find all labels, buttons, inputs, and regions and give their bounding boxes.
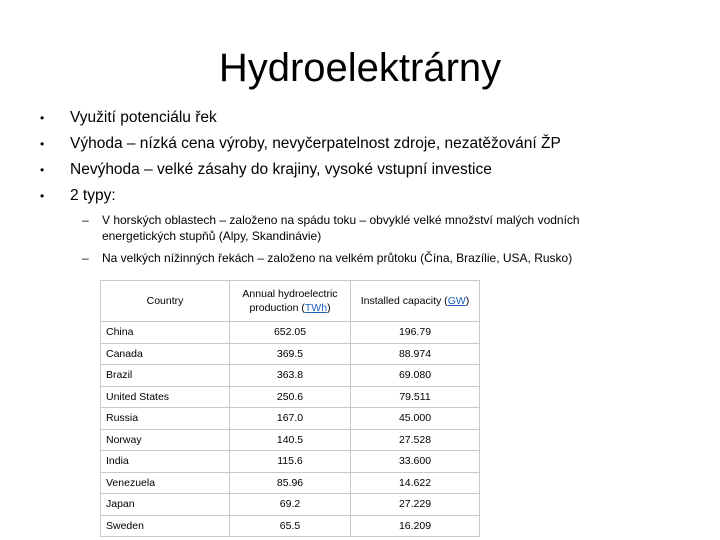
bullet-list: [40, 108, 700, 212]
sub-bullet-list: [82, 212, 702, 272]
bullet-dot-icon: •: [40, 137, 45, 151]
bullet-text: Nevýhoda – velké zásahy do krajiny, vysoké vstupní investice: [70, 161, 492, 178]
cell-country: Norway: [101, 429, 230, 451]
gw-link[interactable]: GW: [447, 295, 466, 307]
sub-bullet-text: V horských oblastech – založeno na spádu toku – obvyklé velké množství malých vodních energetických stupňů (Alpy, Skandinávie): [102, 213, 580, 243]
table-row: [101, 386, 480, 408]
table-row: [101, 322, 480, 344]
cell-country: China: [101, 322, 230, 344]
cell-capacity: 45.000: [351, 408, 480, 430]
cell-capacity: 69.080: [351, 365, 480, 387]
cell-production: 369.5: [230, 343, 351, 365]
col-header-country: Country: [101, 281, 230, 322]
cell-country: Japan: [101, 494, 230, 516]
bullet-item: [40, 108, 700, 134]
sub-bullet-text: Na velkých nížinných řekách – založeno na velkém průtoku (Čína, Brazílie, USA, Rusko): [102, 251, 573, 265]
cell-capacity: 88.974: [351, 343, 480, 365]
cell-production: 167.0: [230, 408, 351, 430]
cell-production: 250.6: [230, 386, 351, 408]
table-row: [101, 494, 480, 516]
capacity-header-suffix: ): [465, 295, 470, 307]
sub-bullet-item: [82, 212, 702, 246]
bullet-item: [40, 134, 700, 160]
bullet-item: [40, 160, 700, 186]
table-row: [101, 408, 480, 430]
bullet-item: [40, 186, 700, 212]
cell-country: Sweden: [101, 515, 230, 537]
cell-capacity: 79.511: [351, 386, 480, 408]
twh-link[interactable]: TWh: [304, 302, 328, 314]
sub-bullet-dash-icon: –: [82, 251, 89, 265]
col-header-production: [230, 281, 351, 322]
hydro-table: [100, 280, 480, 537]
cell-capacity: 27.528: [351, 429, 480, 451]
sub-bullet-item: [82, 250, 702, 268]
bullet-dot-icon: •: [40, 111, 45, 125]
cell-production: 140.5: [230, 429, 351, 451]
cell-production: 363.8: [230, 365, 351, 387]
cell-capacity: 27.229: [351, 494, 480, 516]
table-row: [101, 472, 480, 494]
cell-capacity: 196.79: [351, 322, 480, 344]
cell-production: 115.6: [230, 451, 351, 473]
cell-country: United States: [101, 386, 230, 408]
table-row: [101, 515, 480, 537]
production-header-suffix: ): [327, 302, 331, 314]
slide-title: Hydroelektrárny: [218, 46, 502, 90]
table-row: [101, 451, 480, 473]
cell-production: 69.2: [230, 494, 351, 516]
cell-production: 85.96: [230, 472, 351, 494]
cell-country: Russia: [101, 408, 230, 430]
table-row: [101, 429, 480, 451]
cell-country: Canada: [101, 343, 230, 365]
cell-capacity: 33.600: [351, 451, 480, 473]
production-header-prefix: Annual hydroelectric production (: [242, 288, 338, 314]
bullet-text: 2 typy:: [70, 187, 116, 204]
cell-production: 652.05: [230, 322, 351, 344]
cell-country: Venezuela: [101, 472, 230, 494]
cell-capacity: 16.209: [351, 515, 480, 537]
table-row: [101, 343, 480, 365]
table-row: [101, 365, 480, 387]
cell-capacity: 14.622: [351, 472, 480, 494]
cell-country: India: [101, 451, 230, 473]
bullet-dot-icon: •: [40, 163, 45, 177]
cell-production: 65.5: [230, 515, 351, 537]
capacity-header-prefix: Installed capacity (: [360, 295, 448, 307]
col-header-capacity: [351, 281, 480, 322]
bullet-dot-icon: •: [40, 189, 45, 203]
cell-country: Brazil: [101, 365, 230, 387]
bullet-text: Výhoda – nízká cena výroby, nevyčerpatelnost zdroje, nezatěžování ŽP: [70, 135, 561, 152]
bullet-text: Využití potenciálu řek: [70, 109, 217, 126]
sub-bullet-dash-icon: –: [82, 213, 89, 227]
table-header-row: [101, 281, 480, 322]
